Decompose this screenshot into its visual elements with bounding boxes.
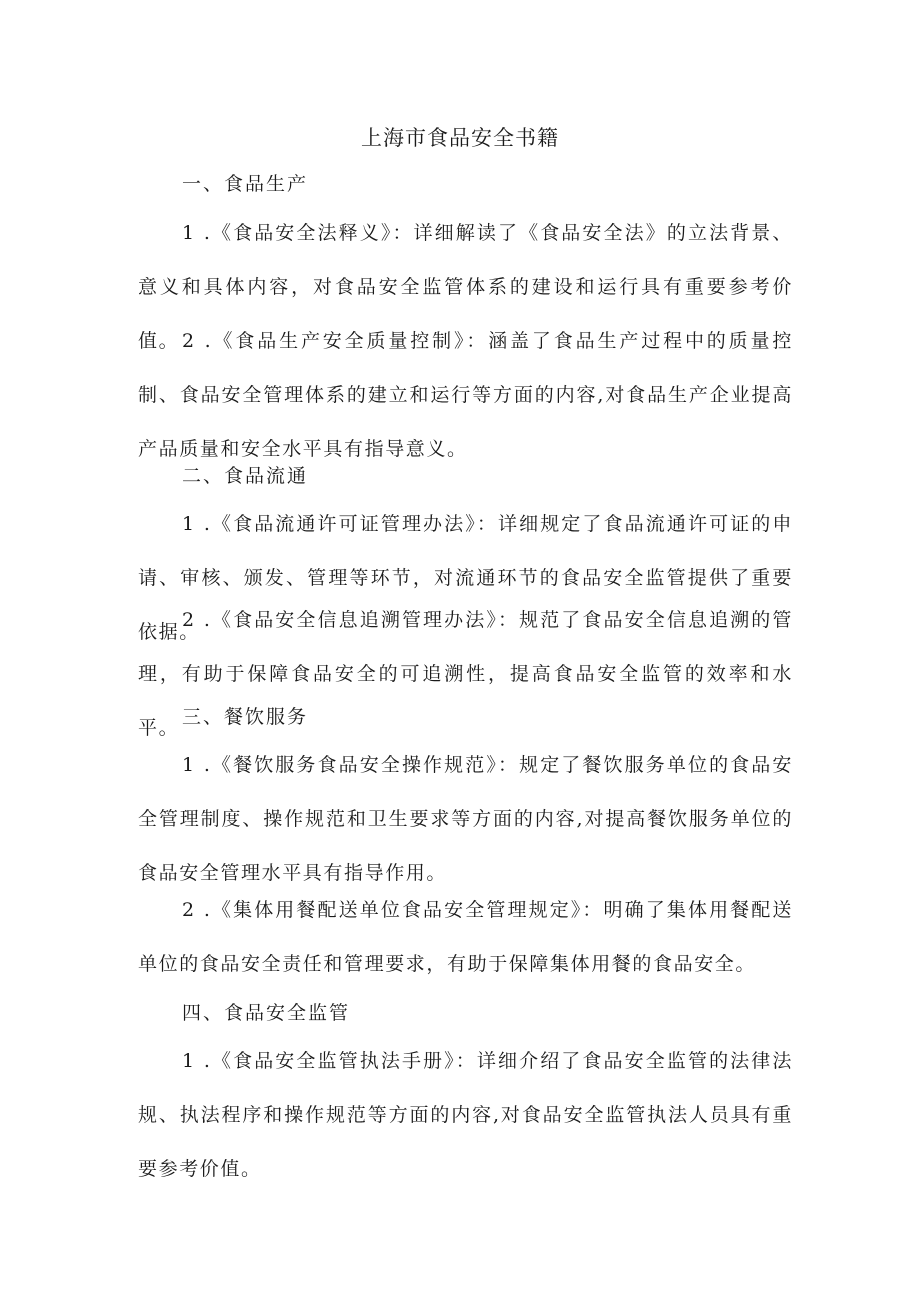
paragraph-production-2: 2 .《食品生产安全质量控制》：涵盖了食品生产过程中的质量控制、食品安全管理体系的建立和运行等方面的内容,对食品生产企业提高产品质量和安全水平具有指导意义。 — [138, 330, 793, 460]
document-title: 上海市食品安全书籍 — [361, 126, 559, 150]
section-heading-circulation: 二、食品流通 — [182, 465, 309, 487]
paragraph-production-1: 1 .《食品安全法释义》：详细解读了《食品安全法》的立法背景、意义和具体内容，对食品安全监管体系的建设和运行具有重要参考价值。 — [138, 222, 793, 352]
paragraph-catering-2: 2 .《集体用餐配送单位食品安全管理规定》：明确了集体用餐配送单位的食品安全责任和管理要求，有助于保障集体用餐的食品安全。 — [138, 899, 793, 975]
paragraph-supervision-1: 1 .《食品安全监管执法手册》：详细介绍了食品安全监管的法律法规、执法程序和操作规范等方面的内容,对食品安全监管执法人员具有重要参考价值。 — [138, 1050, 793, 1180]
section-heading-supervision: 四、食品安全监管 — [182, 1002, 351, 1024]
paragraph-circulation-1: 1 .《食品流通许可证管理办法》：详细规定了食品流通许可证的申请、审核、颁发、管理等环节，对流通环节的食品安全监管提供了重要依据。 — [138, 513, 793, 643]
paragraph-catering-1: 1 .《餐饮服务食品安全操作规范》：规定了餐饮服务单位的食品安全管理制度、操作规范和卫生要求等方面的内容,对提高餐饮服务单位的食品安全管理水平具有指导作用。 — [138, 754, 793, 884]
section-heading-production: 一、食品生产 — [182, 173, 309, 195]
paragraph-circulation-2: 2 .《食品安全信息追溯管理办法》：规范了食品安全信息追溯的管理，有助于保障食品安全的可追溯性，提高食品安全监管的效率和水平。 — [138, 609, 793, 739]
section-heading-catering: 三、餐饮服务 — [182, 706, 309, 728]
